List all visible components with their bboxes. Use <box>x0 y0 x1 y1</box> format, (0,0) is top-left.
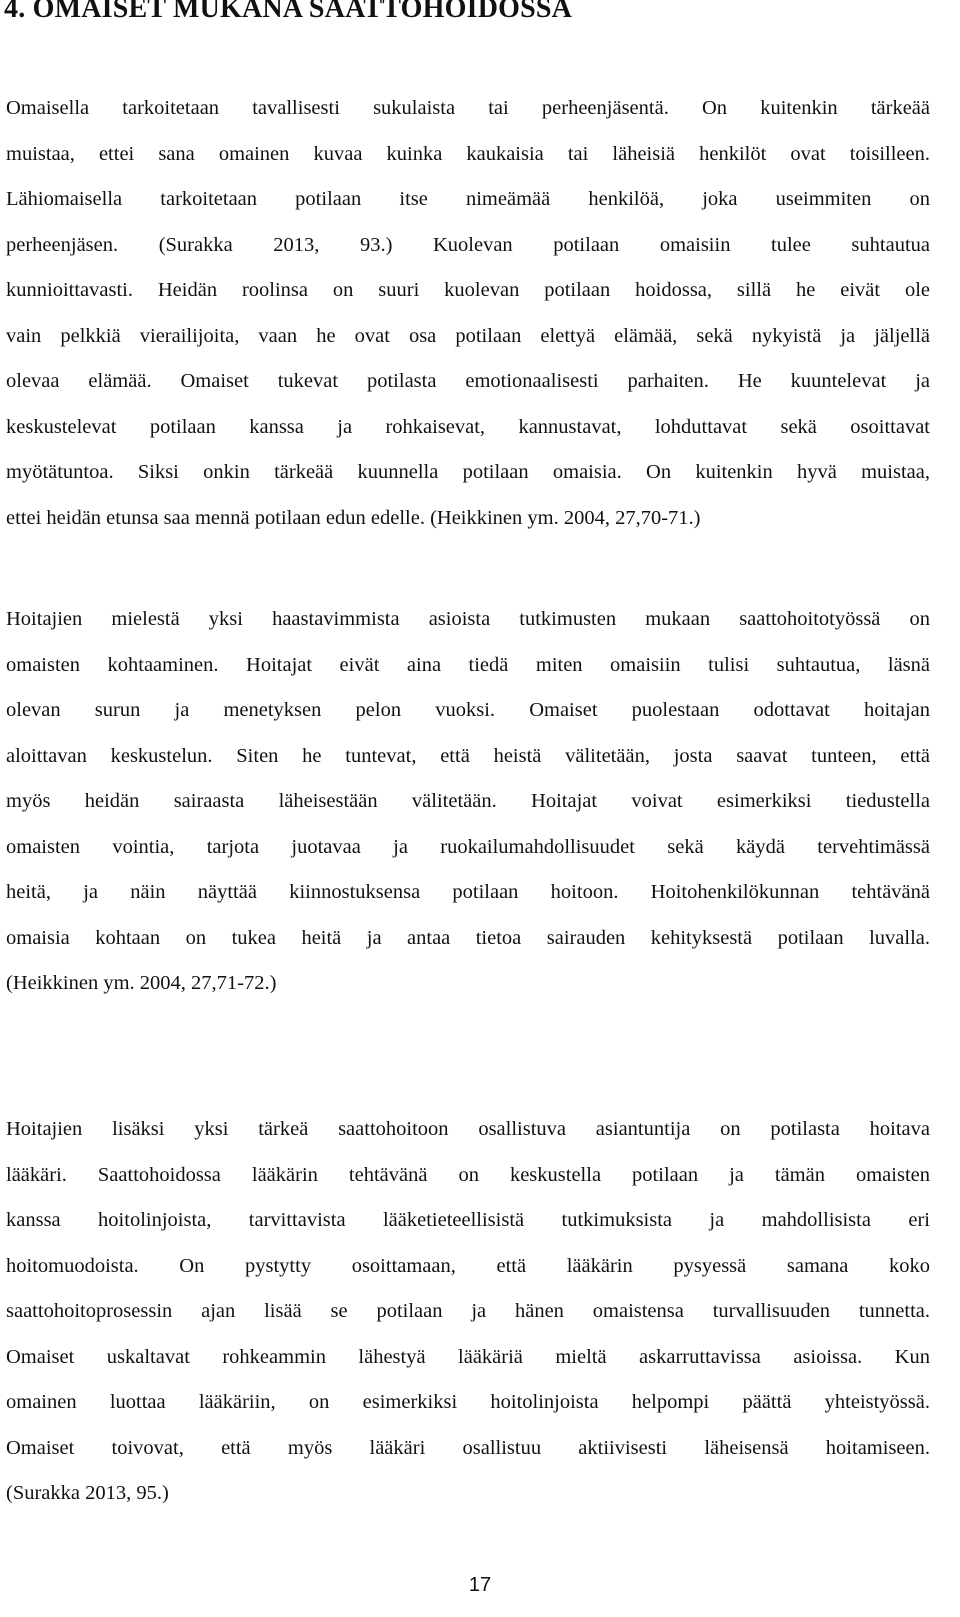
text-line: muistaa, ettei sana omainen kuvaa kuinka kaukaisia tai läheisiä henkilöt ovat toisilleen. <box>6 142 930 165</box>
paragraph-hoitajat-ja-omaiset <box>6 597 930 1007</box>
text-line: aloittavan keskustelun. Siten he tuntevat, että heistä välitetään, josta saavat tunteen, että <box>6 744 930 767</box>
text-line: vain pelkkiä vierailijoita, vaan he ovat osa potilaan elettyä elämää, sekä nykyistä ja jäljellä <box>6 324 930 347</box>
text-line: (Heikkinen ym. 2004, 27,71-72.) <box>6 972 277 994</box>
text-line: omaisten kohtaaminen. Hoitajat eivät aina tiedä miten omaisiin tulisi suhtautua, läsnä <box>6 653 930 676</box>
text-line: (Surakka 2013, 95.) <box>6 1482 169 1504</box>
text-line: ettei heidän etunsa saa mennä potilaan edun edelle. (Heikkinen ym. 2004, 27,70-71.) <box>6 506 701 529</box>
text-line: lääkäri. Saattohoidossa lääkärin tehtävänä on keskustella potilaan ja tämän omaisten <box>6 1163 930 1186</box>
text-line: Hoitajien mielestä yksi haastavimmista asioista tutkimusten mukaan saattohoitotyössä on <box>6 608 930 630</box>
text-line: Omaiset toivovat, että myös lääkäri osallistuu aktiivisesti läheisensä hoitamiseen. <box>6 1436 930 1459</box>
text-line: Lähiomaisella tarkoitetaan potilaan itse nimeämää henkilöä, joka useimmiten on <box>6 188 930 210</box>
text-line: omaisten vointia, tarjota juotavaa ja ruokailumahdollisuudet sekä käydä tervehtimässä <box>6 835 930 858</box>
text-line: olevan surun ja menetyksen pelon vuoksi. Omaiset puolestaan odottavat hoitajan <box>6 699 930 721</box>
paragraph-laakari <box>6 1107 930 1517</box>
text-line: keskustelevat potilaan kanssa ja rohkaisevat, kannustavat, lohduttavat sekä osoittavat <box>6 415 930 438</box>
text-line: Omaisella tarkoitetaan tavallisesti sukulaista tai perheenjäsentä. On kuitenkin tärkeää <box>6 97 930 119</box>
text-line: Omaiset uskaltavat rohkeammin lähestyä lääkäriä mieltä askarruttavissa asioissa. Kun <box>6 1345 930 1368</box>
text-line: olevaa elämää. Omaiset tukevat potilasta emotionaalisesti parhaiten. He kuuntelevat ja <box>6 370 930 392</box>
text-line: hoitomuodoista. On pystytty osoittamaan, että lääkärin pysyessä samana koko <box>6 1254 930 1277</box>
text-line: omaisia kohtaan on tukea heitä ja antaa tietoa sairauden kehityksestä potilaan luvalla. <box>6 926 930 949</box>
chapter-heading: 4. OMAISET MUKANA SAATTOHOIDOSSA <box>4 0 573 24</box>
text-line: heitä, ja näin näyttää kiinnostuksensa potilaan hoitoon. Hoitohenkilökunnan tehtävänä <box>6 881 930 903</box>
text-line: myötätuntoa. Siksi onkin tärkeää kuunnella potilaan omaisia. On kuitenkin hyvä muistaa, <box>6 461 930 483</box>
text-line: perheenjäsen. (Surakka 2013, 93.) Kuolevan potilaan omaisiin tulee suhtautua <box>6 233 930 256</box>
paragraph-omaiset-definition <box>6 86 930 541</box>
text-line: myös heidän sairaasta läheisestään välitetään. Hoitajat voivat esimerkiksi tiedustella <box>6 790 930 812</box>
page-number: 17 <box>468 1574 492 1596</box>
text-line: saattohoitoprosessin ajan lisää se potilaan ja hänen omaistensa turvallisuuden tunnetta. <box>6 1300 930 1322</box>
text-line: omainen luottaa lääkäriin, on esimerkiksi hoitolinjoista helpompi päättä yhteistyössä. <box>6 1391 930 1413</box>
text-line: kunnioittavasti. Heidän roolinsa on suuri kuolevan potilaan hoidossa, sillä he eivät ole <box>6 279 930 301</box>
text-line: kanssa hoitolinjoista, tarvittavista lääketieteellisistä tutkimuksista ja mahdollisista eri <box>6 1209 930 1231</box>
text-line: Hoitajien lisäksi yksi tärkeä saattohoitoon osallistuva asiantuntija on potilasta hoitava <box>6 1118 930 1140</box>
